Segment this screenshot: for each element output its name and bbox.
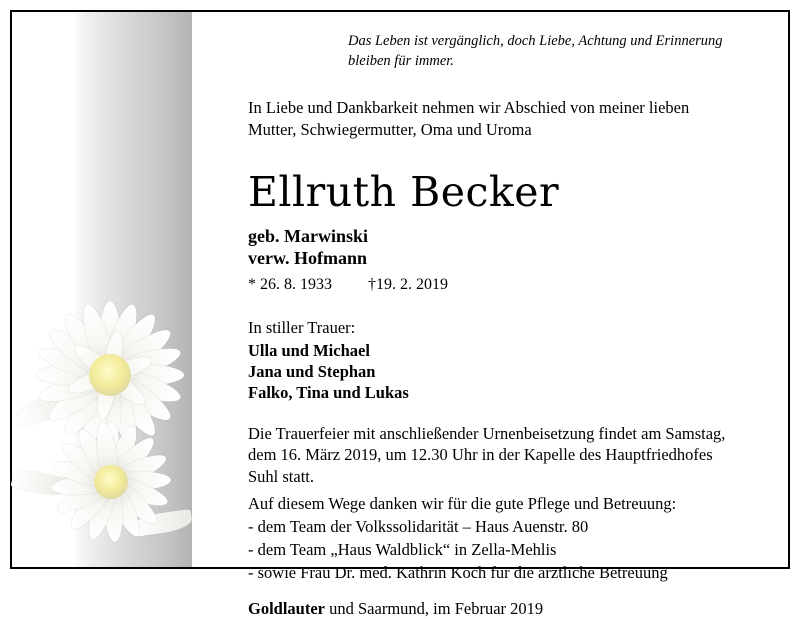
birth-date: * 26. 8. 1933 xyxy=(248,275,332,293)
motto-text: Das Leben ist vergänglich, doch Liebe, Achtung und Erinnerung bleiben für immer. xyxy=(348,33,723,69)
closing-place: Goldlauter xyxy=(248,598,325,618)
service-line-2: dem 16. März 2019, um 12.30 Uhr in der Kapelle des Hauptfriedhofes xyxy=(248,445,713,465)
widowed-name: verw. Hofmann xyxy=(248,247,367,268)
flower-illustration xyxy=(12,277,202,567)
closing-line xyxy=(248,599,768,619)
service-line-3: Suhl statt. xyxy=(248,466,315,486)
thanks-heading: Auf diesem Wege danken wir für die gute Pflege und Betreuung: xyxy=(248,494,677,514)
list-item: - dem Team der Volkssolidarität – Haus Auenstr. 80 xyxy=(248,516,589,536)
closing-rest: und Saarmund, im Februar 2019 xyxy=(325,598,544,618)
thanks-list xyxy=(248,515,768,585)
notice-text-column xyxy=(248,22,768,619)
death-date: †19. 2. 2019 xyxy=(368,275,448,293)
intro-block xyxy=(248,97,768,142)
list-item: - sowie Frau Dr. med. Kathrin Koch für die ärztliche Betreuung xyxy=(248,563,668,583)
decorative-band xyxy=(12,12,192,567)
life-dates xyxy=(248,276,768,294)
mourners-list xyxy=(248,340,768,403)
service-details xyxy=(248,423,768,487)
intro-line-1: In Liebe und Dankbarkeit nehmen wir Abschied von meiner lieben xyxy=(248,98,690,118)
list-item: Ulla und Michael xyxy=(248,340,370,360)
deceased-name: Ellruth Becker xyxy=(248,167,560,216)
maiden-name: geb. Marwinski xyxy=(248,225,369,246)
chrysanthemum-small xyxy=(46,417,176,547)
alternate-names xyxy=(248,226,768,270)
list-item: Falko, Tina und Lukas xyxy=(248,382,409,402)
list-item: Jana und Stephan xyxy=(248,361,376,381)
intro-line-2: Mutter, Schwiegermutter, Oma und Uroma xyxy=(248,120,532,140)
mourners-heading: In stiller Trauer: xyxy=(248,317,356,337)
service-line-1: Die Trauerfeier mit anschließender Urnenbeisetzung findet am Samstag, xyxy=(248,423,726,443)
list-item: - dem Team „Haus Waldblick“ in Zella-Mehlis xyxy=(248,540,557,560)
